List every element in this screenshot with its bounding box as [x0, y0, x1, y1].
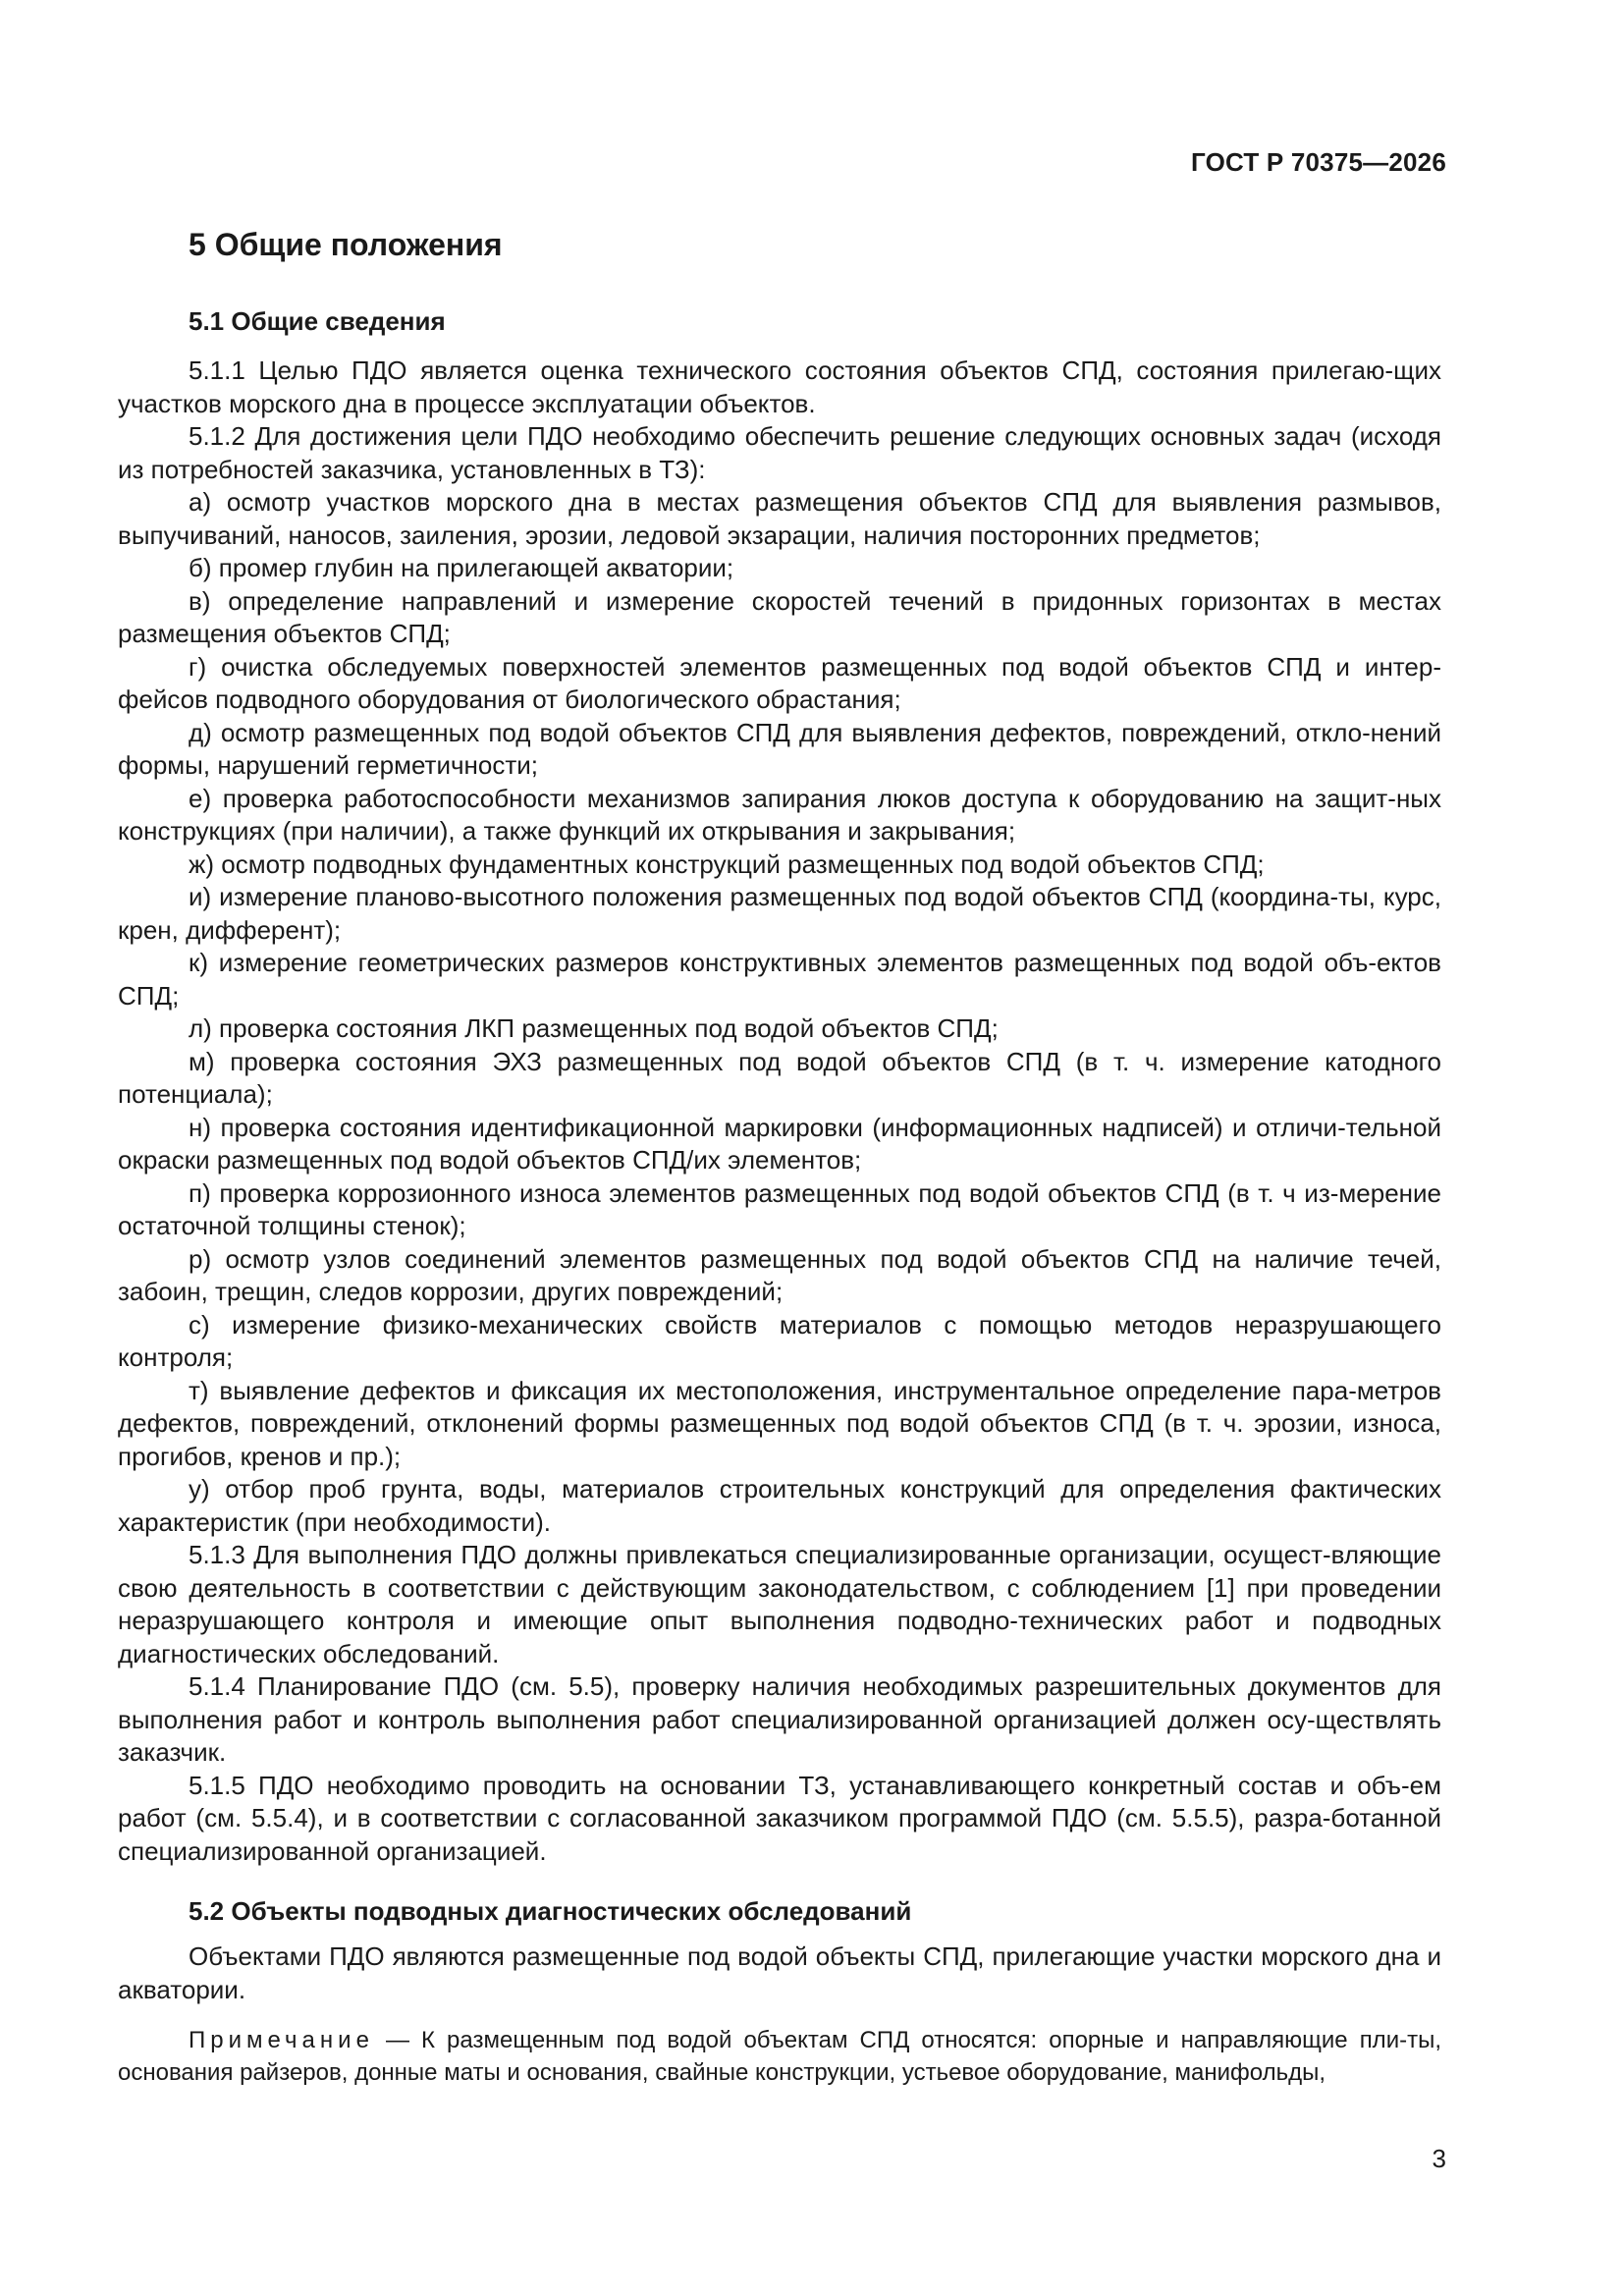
paragraph: 5.1.4 Планирование ПДО (см. 5.5), проверку наличия необходимых разрешительных документов для выполнения работ и контроль выполнения работ специализированной организацией должен осу-ществлять заказчик.	[118, 1671, 1441, 1767]
page-number: 3	[1432, 2144, 1446, 2173]
list-item: д) осмотр размещенных под водой объектов СПД для выявления дефектов, повреждений, откло-нений формы, нарушений герметичности;	[118, 717, 1441, 780]
document-code: ГОСТ Р 70375—2026	[1191, 147, 1446, 177]
list-item: б) промер глубин на прилегающей акватории;	[189, 553, 734, 582]
paragraph: 5.1.1 Целью ПДО является оценка технического состояния объектов СПД, состояния прилегаю-щих участков морского дна в процессе эксплуатации объектов.	[118, 355, 1441, 418]
list-item: к) измерение геометрических размеров конструктивных элементов размещенных под водой объ-ектов СПД;	[118, 948, 1441, 1011]
list-item: в) определение направлений и измерение скоростей течений в придонных горизонтах в местах размещения объектов СПД;	[118, 585, 1441, 648]
note-label: Примечание	[189, 2027, 374, 2053]
page-content	[118, 221, 1441, 2089]
list-item: р) осмотр узлов соединений элементов размещенных под водой объектов СПД на наличие течей, забоин, трещин, следов коррозии, других повреждений;	[118, 1243, 1441, 1306]
section-title: 5 Общие положения	[189, 227, 503, 262]
subsection-title-5-1: 5.1 Общие сведения	[189, 306, 446, 336]
paragraph: 5.1.3 Для выполнения ПДО должны привлекаться специализированные организации, осущест-вляющие свою деятельность в соответствии с действующим законодательством, с соблюдением [1] при проведении неразрушающего контроля и имеющие опыт выполнения подводно-технических работ и подводных диагностических обследований.	[118, 1540, 1441, 1668]
list-item: а) осмотр участков морского дна в местах размещения объектов СПД для выявления размывов, выпучиваний, наносов, заиления, эрозии, ледовой экзарации, наличия посторонних предметов;	[118, 487, 1441, 550]
paragraph: Объектами ПДО являются размещенные под водой объекты СПД, прилегающие участки морского дна и акватории.	[118, 1941, 1441, 2004]
list-item: ж) осмотр подводных фундаментных конструкций размещенных под водой объектов СПД;	[189, 848, 1265, 879]
list-item: е) проверка работоспособности механизмов запирания люков доступа к оборудованию на защит-ных конструкциях (при наличии), а также функций их открывания и закрывания;	[118, 783, 1441, 846]
paragraph: 5.1.2 Для достижения цели ПДО необходимо обеспечить решение следующих основных задач (исходя из потребностей заказчика, установленных в ТЗ):	[118, 421, 1441, 484]
list-item: н) проверка состояния идентификационной маркировки (информационных надписей) и отличи-тельной окраски размещенных под водой объектов СПД/их элементов;	[118, 1112, 1441, 1175]
list-item: л) проверка состояния ЛКП размещенных под водой объектов СПД;	[189, 1013, 999, 1043]
note-text: — К размещенным под водой объектам СПД относятся: опорные и направляющие пли-ты, основания райзеров, донные маты и основания, свайные конструкции, устьевое оборудование, манифольды,	[118, 2027, 1441, 2086]
list-item: п) проверка коррозионного износа элементов размещенных под водой объектов СПД (в т. ч из-мерение остаточной толщины стенок);	[118, 1177, 1441, 1240]
list-item: г) очистка обследуемых поверхностей элементов размещенных под водой объектов СПД и интер-фейсов подводного оборудования от биологического обрастания;	[118, 651, 1441, 714]
paragraph: 5.1.5 ПДО необходимо проводить на основании ТЗ, устанавливающего конкретный состав и объ-ем работ (см. 5.5.4), и в соответствии с согласованной заказчиком программой ПДО (см. 5.5.5), разра-ботанной специализированной организацией.	[118, 1770, 1441, 1866]
note	[118, 2024, 1441, 2089]
subsection-title-5-2: 5.2 Объекты подводных диагностических обследований	[189, 1896, 912, 1926]
list-item: с) измерение физико-механических свойств материалов с помощью методов неразрушающего контроля;	[118, 1309, 1441, 1372]
list-item: и) измерение планово-высотного положения размещенных под водой объектов СПД (координа-ты, курс, крен, дифферент);	[118, 882, 1441, 945]
list-item: м) проверка состояния ЭХЗ размещенных под водой объектов СПД (в т. ч. измерение катодного потенциала);	[118, 1046, 1441, 1109]
list-item: т) выявление дефектов и фиксация их местоположения, инструментальное определение пара-метров дефектов, повреждений, отклонений формы размещенных под водой объектов СПД (в т. ч. эрозии, износа, прогибов, кренов и пр.);	[118, 1375, 1441, 1471]
list-item: у) отбор проб грунта, воды, материалов строительных конструкций для определения фактических характеристик (при необходимости).	[118, 1474, 1441, 1537]
